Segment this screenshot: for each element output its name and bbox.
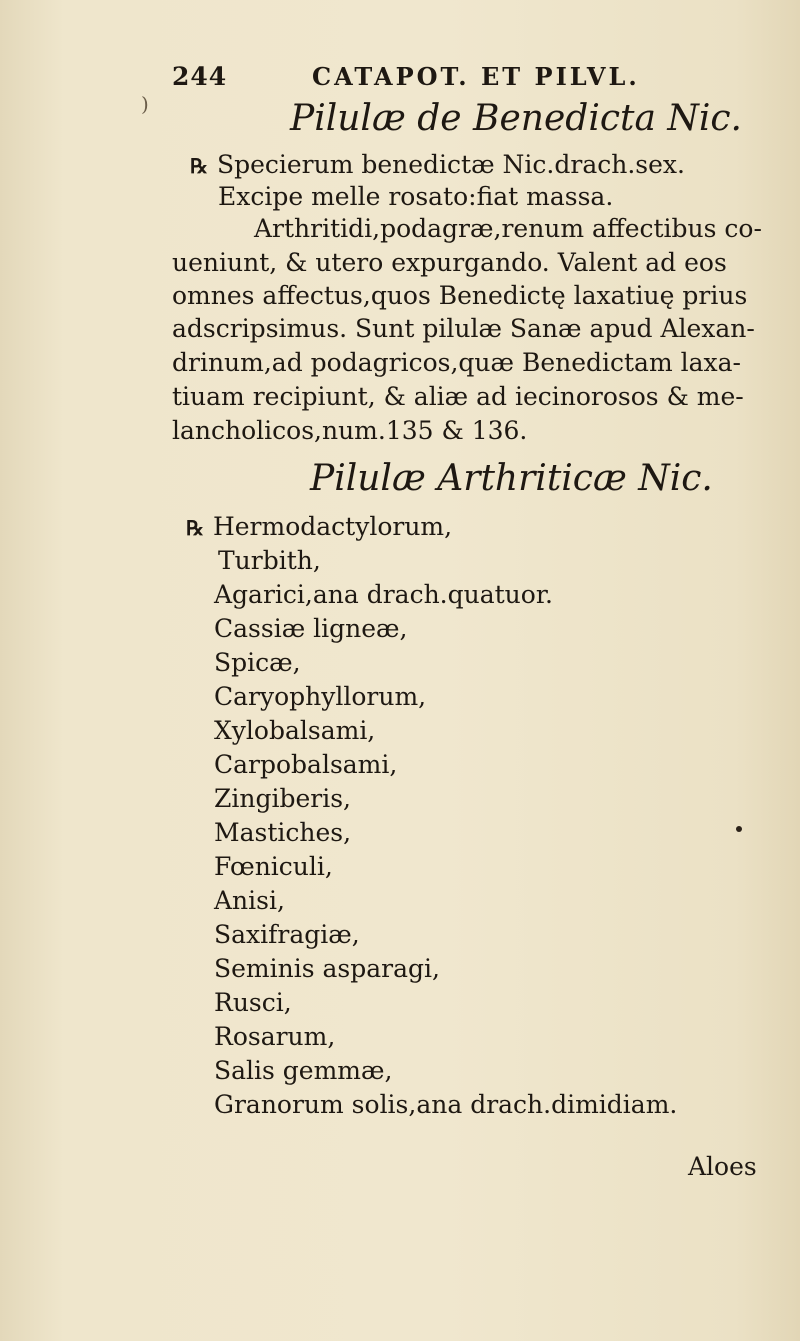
ingredient-line: Caryophyllorum, [214, 682, 427, 711]
recipe-line [190, 152, 685, 177]
ingredient-line: Spicæ, [214, 648, 301, 677]
page-header [172, 60, 692, 92]
recipe-line: drinum,ad podagricos,quæ Benedictam laxa- [172, 348, 741, 377]
recipe-line: Excipe melle rosato:fiat massa. [218, 182, 614, 211]
recipe-line: omnes affectus,quos Benedictę laxatiuę prius [172, 281, 748, 310]
ingredient-line [186, 514, 452, 539]
recipe-line: lancholicos,num.135 & 136. [172, 416, 528, 445]
recipe-line: tiuam recipiunt, & aliæ ad iecinorosos & me- [172, 382, 744, 411]
ingredient-line: Salis gemmæ, [214, 1056, 393, 1085]
ingredient-line: Granorum solis,ana drach.dimidiam. [214, 1090, 678, 1119]
ingredient-line: Zingiberis, [214, 784, 351, 813]
ingredient-line: Rosarum, [214, 1022, 336, 1051]
ingredient-line: Saxifragiæ, [214, 920, 360, 949]
recipe-symbol-icon: ℞ [186, 516, 203, 540]
section-heading-arthritica: Pilulæ Arthriticæ Nic. [310, 458, 713, 499]
ingredient-line: Fœniculi, [214, 852, 333, 881]
ingredient-line: Anisi, [214, 886, 285, 915]
recipe-line: Arthritidi,podagræ,renum affectibus co- [254, 214, 762, 243]
ingredient-line: Seminis asparagi, [214, 954, 440, 983]
page-number: 244 [172, 62, 228, 91]
running-title: CATAPOT. ET PILVL. [312, 62, 640, 91]
recipe-line: adscripsimus. Sunt pilulæ Sanæ apud Alexan- [172, 314, 755, 343]
section-heading-benedicta: Pilulæ de Benedicta Nic. [290, 98, 742, 139]
ingredient-line: Cassiæ ligneæ, [214, 614, 408, 643]
ingredient-line: Agarici,ana drach.quatuor. [214, 580, 553, 609]
ingredient-text: Hermodactylorum, [212, 512, 453, 541]
recipe-symbol-icon: ℞ [190, 154, 207, 178]
catchword: Aloes [688, 1152, 757, 1181]
margin-mark: ) [141, 92, 149, 116]
ingredient-line: Carpobalsami, [214, 750, 398, 779]
ingredient-line: Turbith, [218, 546, 321, 575]
recipe-line: ueniunt, & utero expurgando. Valent ad eos [172, 248, 727, 277]
ingredient-line: Mastiches, [214, 818, 352, 847]
recipe-line-text: Specierum benedictæ Nic.drach.sex. [216, 150, 685, 179]
ingredient-line: Xylobalsami, [214, 716, 376, 745]
ink-speck [736, 826, 742, 832]
ingredient-line: Rusci, [214, 988, 292, 1017]
